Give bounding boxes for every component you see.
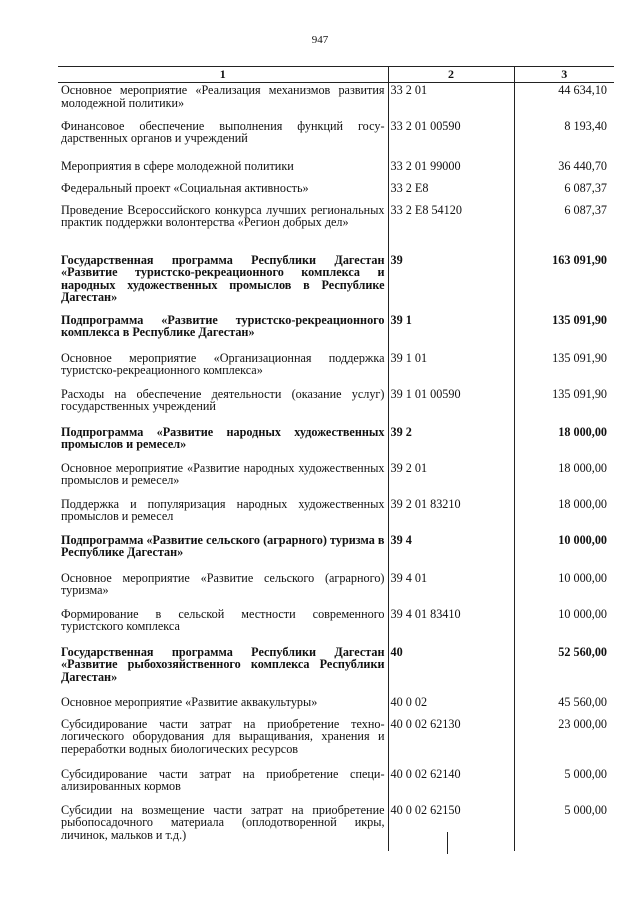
row-amount-cell: 45 560,00	[558, 694, 607, 709]
table-row	[58, 607, 614, 645]
row-amount-cell: 6 087,37	[564, 202, 607, 217]
row-code-cell: 40 0 02	[388, 695, 514, 717]
table-row	[58, 803, 614, 851]
row-amount-cell: 5 000,00	[564, 802, 607, 817]
row-amount-cell: 163 091,90	[552, 252, 607, 267]
row-amount-cell: 10 000,00	[558, 606, 607, 621]
row-code-cell: 33 2 E8	[388, 181, 514, 203]
header-col-1: 1	[58, 67, 388, 83]
row-code-cell: 33 2 01	[388, 83, 514, 119]
row-code-cell: 39 2	[388, 425, 514, 461]
table-row	[58, 533, 614, 571]
row-code-cell: 33 2 01 00590	[388, 119, 514, 159]
row-amount-cell: 18 000,00	[558, 424, 607, 439]
row-name-cell: Основное мероприятие «Развитие сельского (аграрного) туризма»	[58, 571, 388, 607]
row-code-cell: 39 1	[388, 313, 514, 351]
column-divider	[447, 832, 448, 854]
table-row	[58, 351, 614, 387]
row-name-cell: Подпрограмма «Развитие туристско-рекреационного комплекса в Республике Дагестан»	[58, 313, 388, 351]
row-amount-cell: 44 634,10	[558, 83, 607, 97]
table-header-row	[58, 67, 614, 83]
table-row	[58, 497, 614, 533]
table-row	[58, 83, 614, 119]
row-name-cell: Формирование в сельской местности современного туристского комплекса	[58, 607, 388, 645]
row-code-cell: 39 4 01	[388, 571, 514, 607]
row-amount-cell: 36 440,70	[558, 158, 607, 173]
header-col-3: 3	[514, 67, 614, 83]
header-col-2: 2	[388, 67, 514, 83]
row-amount-cell: 10 000,00	[558, 532, 607, 547]
row-code-cell: 39 1 01 00590	[388, 387, 514, 425]
row-name-cell: Расходы на обеспечение деятельности (оказание услуг) государственных учреждений	[58, 387, 388, 425]
table-row	[58, 159, 614, 181]
row-code-cell: 40 0 02 62140	[388, 767, 514, 803]
row-code-cell: 40 0 02 62150	[388, 803, 514, 851]
row-name-cell: Основное мероприятие «Развитие аквакультуры»	[58, 695, 388, 717]
row-amount-cell: 5 000,00	[564, 766, 607, 781]
row-code-cell: 39 2 01	[388, 461, 514, 497]
table-row	[58, 119, 614, 159]
row-name-cell: Подпрограмма «Развитие народных художественных промыслов и ремесел»	[58, 425, 388, 461]
row-amount-cell: 18 000,00	[558, 460, 607, 475]
row-name-cell: Субсидирование части затрат на приобретение технологического оборудования для выращивания, хранения и переработки водных биологических ресурсов	[58, 717, 388, 767]
page-number: 947	[311, 34, 329, 46]
row-name-cell: Поддержка и популяризация народных художественных промыслов и ремесел	[58, 497, 388, 533]
table-row	[58, 253, 614, 313]
table-row	[58, 203, 614, 253]
table-row	[58, 461, 614, 497]
row-amount-cell: 135 091,90	[552, 312, 607, 327]
table-row	[58, 181, 614, 203]
row-code-cell: 39 2 01 83210	[388, 497, 514, 533]
row-name-cell: Основное мероприятие «Организационная поддержка туристско-рекреационного комплекса»	[58, 351, 388, 387]
row-code-cell: 40	[388, 645, 514, 695]
row-code-cell: 40 0 02 62130	[388, 717, 514, 767]
row-amount-cell: 6 087,37	[564, 180, 607, 195]
row-amount-cell: 8 193,40	[564, 118, 607, 133]
table-row	[58, 425, 614, 461]
table-row	[58, 695, 614, 717]
row-name-cell: Субсидирование части затрат на приобретение специализированных кормов	[58, 767, 388, 803]
table-row	[58, 313, 614, 351]
row-name-cell: Федеральный проект «Социальная активность»	[58, 181, 388, 203]
row-code-cell: 33 2 01 99000	[388, 159, 514, 181]
row-code-cell: 39 4 01 83410	[388, 607, 514, 645]
table-row	[58, 767, 614, 803]
table-row	[58, 571, 614, 607]
row-amount-cell: 23 000,00	[558, 716, 607, 731]
row-name-cell: Государственная программа Республики Дагестан «Развитие рыбохозяйственного комплекса Республики Дагестан»	[58, 645, 388, 695]
table-row	[58, 717, 614, 767]
row-name-cell: Финансовое обеспечение выполнения функций государственных органов и учреждений	[58, 119, 388, 159]
row-name-cell: Мероприятия в сфере молодежной политики	[58, 159, 388, 181]
row-code-cell: 33 2 E8 54120	[388, 203, 514, 253]
row-code-cell: 39	[388, 253, 514, 313]
row-amount-cell: 135 091,90	[552, 386, 607, 401]
row-amount-cell: 135 091,90	[552, 350, 607, 365]
table-row	[58, 387, 614, 425]
table-row	[58, 645, 614, 695]
budget-table	[58, 66, 614, 851]
row-name-cell: Подпрограмма «Развитие сельского (аграрного) туризма в Республике Дагестан»	[58, 533, 388, 571]
row-code-cell: 39 4	[388, 533, 514, 571]
row-name-cell: Субсидии на возмещение части затрат на приобретение рыбопосадочного материала (оплодотворенной икры, личинок, мальков и т.д.)	[58, 803, 388, 851]
row-amount-cell: 10 000,00	[558, 570, 607, 585]
row-amount-cell: 52 560,00	[558, 644, 607, 659]
row-name-cell: Государственная программа Республики Дагестан «Развитие туристско-рекреационного комплекса и народных художественных промыслов в Республике Дагестан»	[58, 253, 388, 313]
row-name-cell: Проведение Всероссийского конкурса лучших региональных практик поддержки волонтерства «Регион добрых дел»	[58, 203, 388, 253]
row-name-cell: Основное мероприятие «Реализация механизмов развития молодежной политики»	[58, 83, 388, 119]
row-amount-cell: 18 000,00	[558, 496, 607, 511]
row-code-cell: 39 1 01	[388, 351, 514, 387]
row-name-cell: Основное мероприятие «Развитие народных художественных промыслов и ремесел»	[58, 461, 388, 497]
